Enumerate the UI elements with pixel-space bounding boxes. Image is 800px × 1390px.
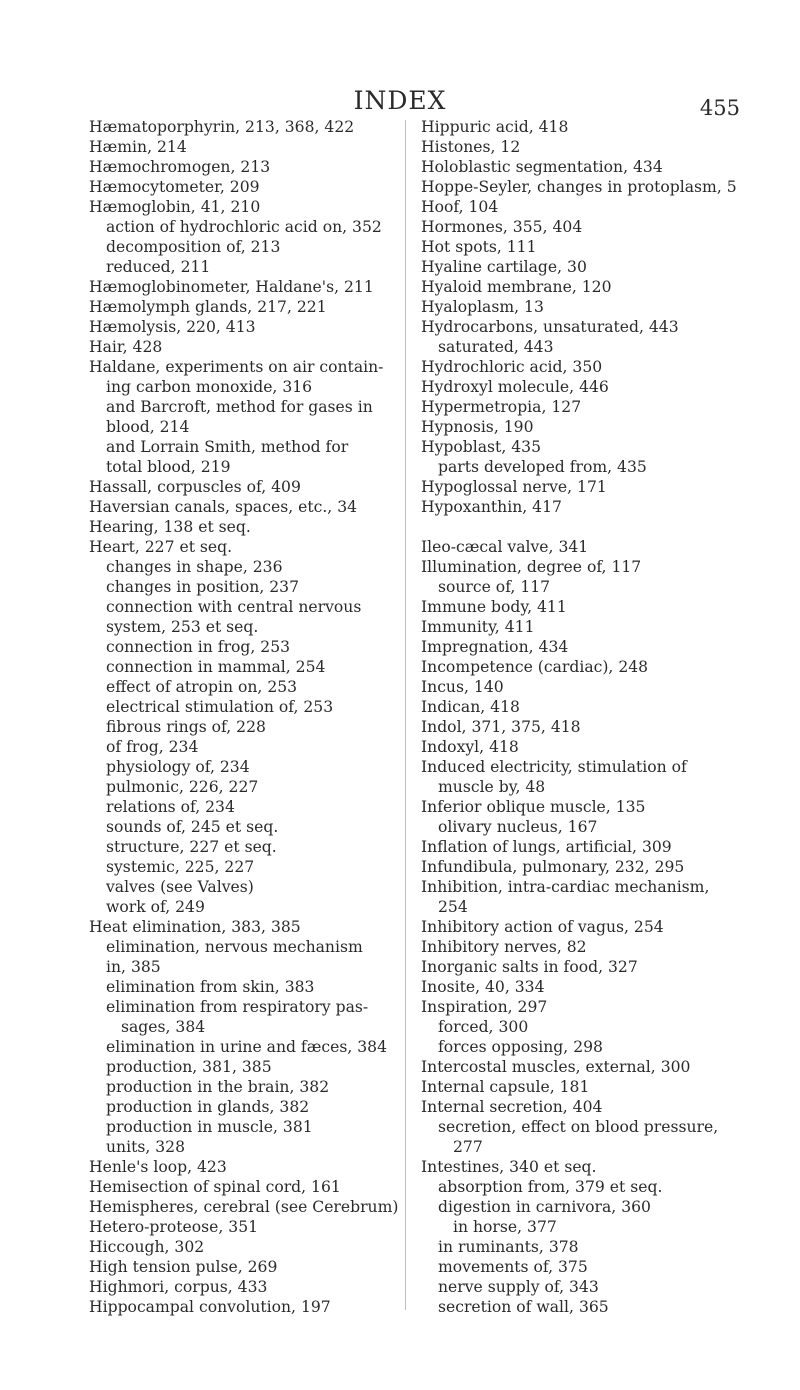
index-entry: elimination, nervous mechanism xyxy=(106,938,363,956)
index-entry: sounds of, 245 et seq. xyxy=(106,818,279,836)
index-entry: sages, 384 xyxy=(121,1018,206,1036)
index-entry: Histones, 12 xyxy=(421,138,521,156)
index-entry: Hemispheres, cerebral (see Cerebrum) xyxy=(89,1198,399,1216)
index-entry: olivary nucleus, 167 xyxy=(438,818,598,836)
index-entry: Hippocampal convolution, 197 xyxy=(89,1298,331,1316)
index-entry: valves (see Valves) xyxy=(106,878,254,896)
index-entry: Incus, 140 xyxy=(421,678,504,696)
index-entry: Inflation of lungs, artificial, 309 xyxy=(421,838,672,856)
index-entry: pulmonic, 226, 227 xyxy=(106,778,259,796)
index-entry: Inferior oblique muscle, 135 xyxy=(421,798,646,816)
index-entry: Hiccough, 302 xyxy=(89,1238,205,1256)
index-entry: Intestines, 340 et seq. xyxy=(421,1158,597,1176)
index-entry: Ileo-cæcal valve, 341 xyxy=(421,538,589,556)
index-entry: Hæmocytometer, 209 xyxy=(89,178,260,196)
index-entry: Holoblastic segmentation, 434 xyxy=(421,158,663,176)
index-entry: secretion of wall, 365 xyxy=(438,1298,609,1316)
index-entry: source of, 117 xyxy=(438,578,551,596)
index-entry: in ruminants, 378 xyxy=(438,1238,579,1256)
index-entry: ing carbon monoxide, 316 xyxy=(106,378,313,396)
index-entry: Illumination, degree of, 117 xyxy=(421,558,642,576)
index-entry: Hæmatoporphyrin, 213, 368, 422 xyxy=(89,118,355,136)
index-entry: Hoppe-Seyler, changes in protoplasm, 5 xyxy=(421,178,737,196)
index-entry: High tension pulse, 269 xyxy=(89,1258,278,1276)
index-entry: Hyaline cartilage, 30 xyxy=(421,258,587,276)
index-entry: Hypnosis, 190 xyxy=(421,418,534,436)
index-entry: fibrous rings of, 228 xyxy=(106,718,266,736)
index-entry: and Lorrain Smith, method for xyxy=(106,438,349,456)
index-entry: connection with central nervous xyxy=(106,598,362,616)
index-entry: Hydroxyl molecule, 446 xyxy=(421,378,609,396)
index-entry: in, 385 xyxy=(106,958,161,976)
index-entry: of frog, 234 xyxy=(106,738,199,756)
index-entry: Indol, 371, 375, 418 xyxy=(421,718,581,736)
page-number: 455 xyxy=(699,96,740,120)
index-entry: Hetero-proteose, 351 xyxy=(89,1218,259,1236)
index-entry: Hoof, 104 xyxy=(421,198,499,216)
index-entry: digestion in carnivora, 360 xyxy=(438,1198,651,1216)
index-entry: relations of, 234 xyxy=(106,798,235,816)
index-entry: system, 253 et seq. xyxy=(106,618,259,636)
index-entry: Inhibition, intra-cardiac mechanism, xyxy=(421,878,710,896)
index-entry: Hydrochloric acid, 350 xyxy=(421,358,603,376)
index-entry: systemic, 225, 227 xyxy=(106,858,255,876)
index-entry: Immune body, 411 xyxy=(421,598,567,616)
index-entry: work of, 249 xyxy=(106,898,205,916)
index-entry: Hormones, 355, 404 xyxy=(421,218,583,236)
index-entry: Intercostal muscles, external, 300 xyxy=(421,1058,691,1076)
index-entry: 254 xyxy=(438,898,468,916)
index-entry: electrical stimulation of, 253 xyxy=(106,698,334,716)
index-entry: in horse, 377 xyxy=(453,1218,557,1236)
index-entry: Hypermetropia, 127 xyxy=(421,398,582,416)
index-entry: Hydrocarbons, unsaturated, 443 xyxy=(421,318,679,336)
index-entry: total blood, 219 xyxy=(106,458,231,476)
index-entry: Inosite, 40, 334 xyxy=(421,978,545,996)
index-entry: Internal secretion, 404 xyxy=(421,1098,603,1116)
index-entry: Inhibitory nerves, 82 xyxy=(421,938,587,956)
index-entry: 277 xyxy=(453,1138,483,1156)
index-entry: Immunity, 411 xyxy=(421,618,535,636)
index-entry: elimination from skin, 383 xyxy=(106,978,315,996)
index-entry: Internal capsule, 181 xyxy=(421,1078,590,1096)
index-entry: Hippuric acid, 418 xyxy=(421,118,569,136)
index-entry: Hemisection of spinal cord, 161 xyxy=(89,1178,341,1196)
index-entry: units, 328 xyxy=(106,1138,186,1156)
index-entry: Hæmolymph glands, 217, 221 xyxy=(89,298,327,316)
index-entry: Hypoxanthin, 417 xyxy=(421,498,562,516)
index-entry: Hæmoglobinometer, Haldane's, 211 xyxy=(89,278,374,296)
index-entry: Heat elimination, 383, 385 xyxy=(89,918,301,936)
index-entry: Hyaloplasm, 13 xyxy=(421,298,544,316)
index-entry: blood, 214 xyxy=(106,418,190,436)
index-entry: Hyaloid membrane, 120 xyxy=(421,278,612,296)
index-entry: Hypoblast, 435 xyxy=(421,438,541,456)
index-entry: forced, 300 xyxy=(438,1018,529,1036)
index-entry: Hæmolysis, 220, 413 xyxy=(89,318,256,336)
index-entry: elimination from respiratory pas- xyxy=(106,998,369,1016)
index-entry: production, 381, 385 xyxy=(106,1058,272,1076)
index-entry: Inhibitory action of vagus, 254 xyxy=(421,918,664,936)
index-entry: changes in shape, 236 xyxy=(106,558,283,576)
page-header xyxy=(0,0,800,120)
index-entry: Infundibula, pulmonary, 232, 295 xyxy=(421,858,685,876)
index-entry: Heart, 227 et seq. xyxy=(89,538,233,556)
index-entry: connection in mammal, 254 xyxy=(106,658,326,676)
index-entry: Hair, 428 xyxy=(89,338,163,356)
index-entry: forces opposing, 298 xyxy=(438,1038,603,1056)
index-entry: movements of, 375 xyxy=(438,1258,588,1276)
index-entry: parts developed from, 435 xyxy=(438,458,647,476)
index-entry: saturated, 443 xyxy=(438,338,554,356)
index-entry: Hearing, 138 et seq. xyxy=(89,518,251,536)
index-entry: Hæmin, 214 xyxy=(89,138,187,156)
index-entry: production in the brain, 382 xyxy=(106,1078,330,1096)
index-entry: Haldane, experiments on air contain- xyxy=(89,358,384,376)
index-entry: Hypoglossal nerve, 171 xyxy=(421,478,607,496)
index-entry: structure, 227 et seq. xyxy=(106,838,277,856)
index-entry: nerve supply of, 343 xyxy=(438,1278,599,1296)
index-entry: Indoxyl, 418 xyxy=(421,738,519,756)
index-entry: production in glands, 382 xyxy=(106,1098,310,1116)
index-entry: muscle by, 48 xyxy=(438,778,546,796)
index-entry: Incompetence (cardiac), 248 xyxy=(421,658,649,676)
index-entry: Hot spots, 111 xyxy=(421,238,537,256)
index-entry: changes in position, 237 xyxy=(106,578,299,596)
index-entry: action of hydrochloric acid on, 352 xyxy=(106,218,382,236)
running-head: INDEX xyxy=(353,86,447,115)
index-entry: and Barcroft, method for gases in xyxy=(106,398,373,416)
column-divider xyxy=(405,120,406,1310)
index-entry: secretion, effect on blood pressure, xyxy=(438,1118,719,1136)
index-entry: production in muscle, 381 xyxy=(106,1118,313,1136)
index-entry: decomposition of, 213 xyxy=(106,238,281,256)
index-entry: Induced electricity, stimulation of xyxy=(421,758,687,776)
index-entry: Henle's loop, 423 xyxy=(89,1158,227,1176)
index-entry: connection in frog, 253 xyxy=(106,638,291,656)
index-entry: Inorganic salts in food, 327 xyxy=(421,958,638,976)
index-entry: Inspiration, 297 xyxy=(421,998,548,1016)
index-entry: Indican, 418 xyxy=(421,698,520,716)
index-entry: elimination in urine and fæces, 384 xyxy=(106,1038,388,1056)
index-entry: Hassall, corpuscles of, 409 xyxy=(89,478,301,496)
index-entry: Impregnation, 434 xyxy=(421,638,569,656)
index-entry: Hæmoglobin, 41, 210 xyxy=(89,198,261,216)
index-column-right xyxy=(421,117,736,1317)
index-column-left xyxy=(89,117,397,1317)
index-entry: absorption from, 379 et seq. xyxy=(438,1178,663,1196)
index-entry: reduced, 211 xyxy=(106,258,211,276)
index-entry: effect of atropin on, 253 xyxy=(106,678,298,696)
index-entry: Highmori, corpus, 433 xyxy=(89,1278,268,1296)
index-entry: physiology of, 234 xyxy=(106,758,250,776)
index-entry: Hæmochromogen, 213 xyxy=(89,158,271,176)
index-entry: Haversian canals, spaces, etc., 34 xyxy=(89,498,358,516)
